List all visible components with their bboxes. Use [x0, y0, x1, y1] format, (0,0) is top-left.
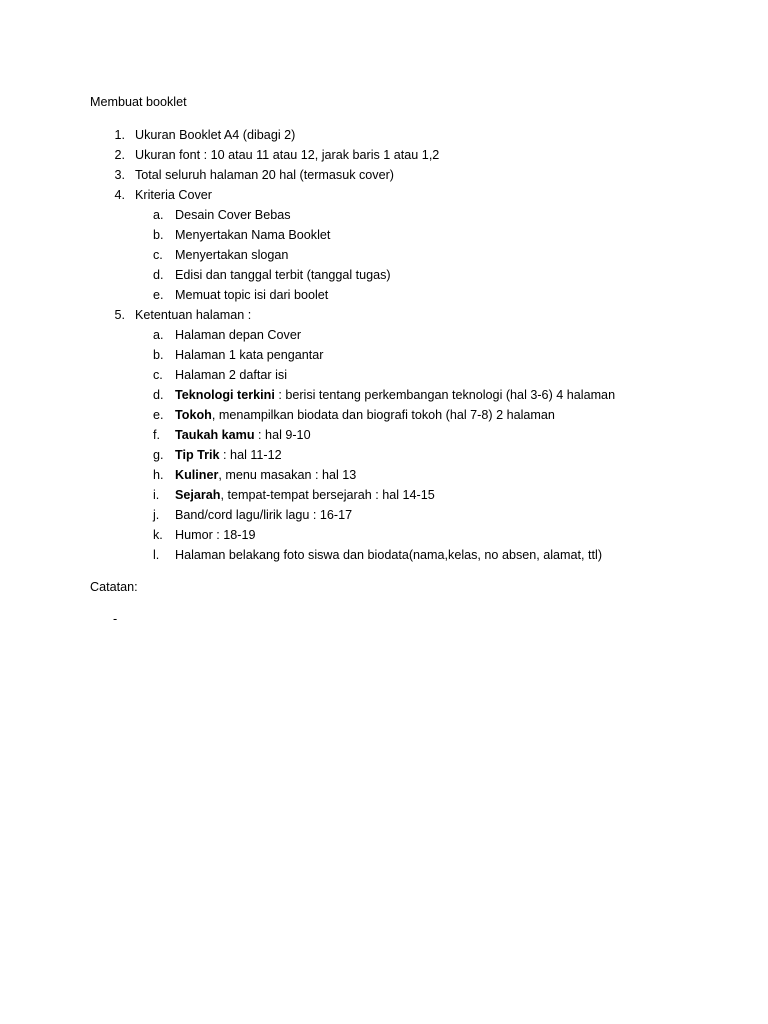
sub-item-bold-term: Tokoh	[175, 408, 212, 422]
list-item	[0, 145, 768, 165]
sub-item-letter: a.	[153, 208, 164, 222]
sub-item-letter: e.	[153, 288, 164, 302]
sub-item-letter: i.	[153, 488, 160, 502]
sub-item-content	[175, 525, 256, 545]
sub-item-content	[175, 545, 602, 565]
sub-list-item	[0, 225, 768, 245]
sub-list-item	[0, 245, 768, 265]
sub-list-item	[0, 205, 768, 225]
list-item-number: 1.	[114, 128, 125, 142]
sub-item-letter: b.	[153, 228, 164, 242]
sub-item-text: , menu masakan : hal 13	[218, 468, 357, 482]
sub-list-item	[0, 545, 768, 565]
sub-item-text: Humor : 18-19	[175, 528, 256, 542]
sub-item-content	[175, 365, 287, 385]
sub-item-text: Halaman belakang foto siswa dan biodata(nama,kelas, no absen, alamat, ttl)	[175, 548, 603, 562]
sub-item-content	[175, 325, 301, 345]
sub-item-letter: e.	[153, 408, 164, 422]
sub-item-letter: l.	[153, 548, 160, 562]
sub-item-letter: c.	[153, 248, 163, 262]
sub-list-item	[0, 285, 768, 305]
sub-item-letter: d.	[153, 268, 164, 282]
list-item	[0, 125, 768, 145]
sub-item-content	[175, 465, 356, 485]
sub-item-bold-term: Kuliner	[175, 468, 219, 482]
sub-item-content	[175, 285, 328, 305]
sub-item-text: Halaman 1 kata pengantar	[175, 348, 324, 362]
sub-item-content	[175, 405, 555, 425]
sub-item-text: Memuat topic isi dari boolet	[175, 288, 329, 302]
sub-item-letter: f.	[153, 428, 160, 442]
sub-item-text: : berisi tentang perkembangan teknologi (hal 3-6) 4 halaman	[274, 388, 616, 402]
sub-list-item	[0, 265, 768, 285]
sub-item-content	[175, 205, 291, 225]
sub-item-text: : hal 9-10	[254, 428, 311, 442]
sub-list-item	[0, 405, 768, 425]
sub-item-text: , tempat-tempat bersejarah : hal 14-15	[220, 488, 435, 502]
sub-item-content	[175, 265, 391, 285]
sub-item-letter: g.	[153, 448, 164, 462]
notes-heading: Catatan:	[90, 580, 138, 594]
sub-item-bold-term: Teknologi terkini	[175, 388, 275, 402]
sub-item-letter: a.	[153, 328, 164, 342]
sub-item-text: : hal 11-12	[219, 448, 282, 462]
sub-item-text: , menampilkan biodata dan biografi tokoh (hal 7-8) 2 halaman	[211, 408, 555, 422]
sub-item-content	[175, 225, 330, 245]
sub-item-content	[175, 445, 282, 465]
sub-item-content	[175, 385, 615, 405]
sub-item-content	[175, 485, 435, 505]
sub-list-item	[0, 445, 768, 465]
sub-list-item	[0, 505, 768, 525]
list-item-text: Ukuran Booklet A4 (dibagi 2)	[135, 128, 296, 142]
sub-item-text: Halaman 2 daftar isi	[175, 368, 287, 382]
sub-item-letter: d.	[153, 388, 164, 402]
list-item-number: 2.	[114, 148, 125, 162]
sub-item-content	[175, 345, 323, 365]
sub-item-text: Desain Cover Bebas	[175, 208, 291, 222]
list-item	[0, 305, 768, 325]
sub-list-item	[0, 465, 768, 485]
sub-item-letter: j.	[153, 508, 160, 522]
list-item-text: Total seluruh halaman 20 hal (termasuk cover)	[135, 168, 394, 182]
sub-item-letter: c.	[153, 368, 163, 382]
notes-bullet: -	[113, 612, 118, 626]
sub-item-text: Edisi dan tanggal terbit (tanggal tugas)	[175, 268, 391, 282]
list-item	[0, 165, 768, 185]
sub-item-letter: h.	[153, 468, 164, 482]
list-item-text: Kriteria Cover	[135, 188, 212, 202]
sub-item-content	[175, 245, 288, 265]
list-item-text: Ukuran font : 10 atau 11 atau 12, jarak baris 1 atau 1,2	[135, 148, 440, 162]
sub-list-item	[0, 525, 768, 545]
sub-item-content	[175, 425, 311, 445]
list-item-text: Ketentuan halaman :	[135, 308, 252, 322]
list-item-number: 4.	[114, 188, 125, 202]
sub-item-text: Halaman depan Cover	[175, 328, 302, 342]
sub-item-content	[175, 505, 352, 525]
list-item-number: 3.	[114, 168, 125, 182]
sub-item-bold-term: Sejarah	[175, 488, 221, 502]
sub-item-text: Menyertakan slogan	[175, 248, 289, 262]
sub-list-item	[0, 425, 768, 445]
sub-item-text: Menyertakan Nama Booklet	[175, 228, 331, 242]
sub-item-letter: b.	[153, 348, 164, 362]
list-item	[0, 185, 768, 205]
sub-list-item	[0, 485, 768, 505]
sub-list-item	[0, 365, 768, 385]
sub-list-item	[0, 325, 768, 345]
sub-item-letter: k.	[153, 528, 163, 542]
document-title: Membuat booklet	[90, 95, 187, 109]
sub-item-bold-term: Taukah kamu	[175, 428, 255, 442]
sub-list-item	[0, 385, 768, 405]
list-item-number: 5.	[114, 308, 125, 322]
sub-item-bold-term: Tip Trik	[175, 448, 220, 462]
sub-list-item	[0, 345, 768, 365]
sub-item-text: Band/cord lagu/lirik lagu : 16-17	[175, 508, 353, 522]
